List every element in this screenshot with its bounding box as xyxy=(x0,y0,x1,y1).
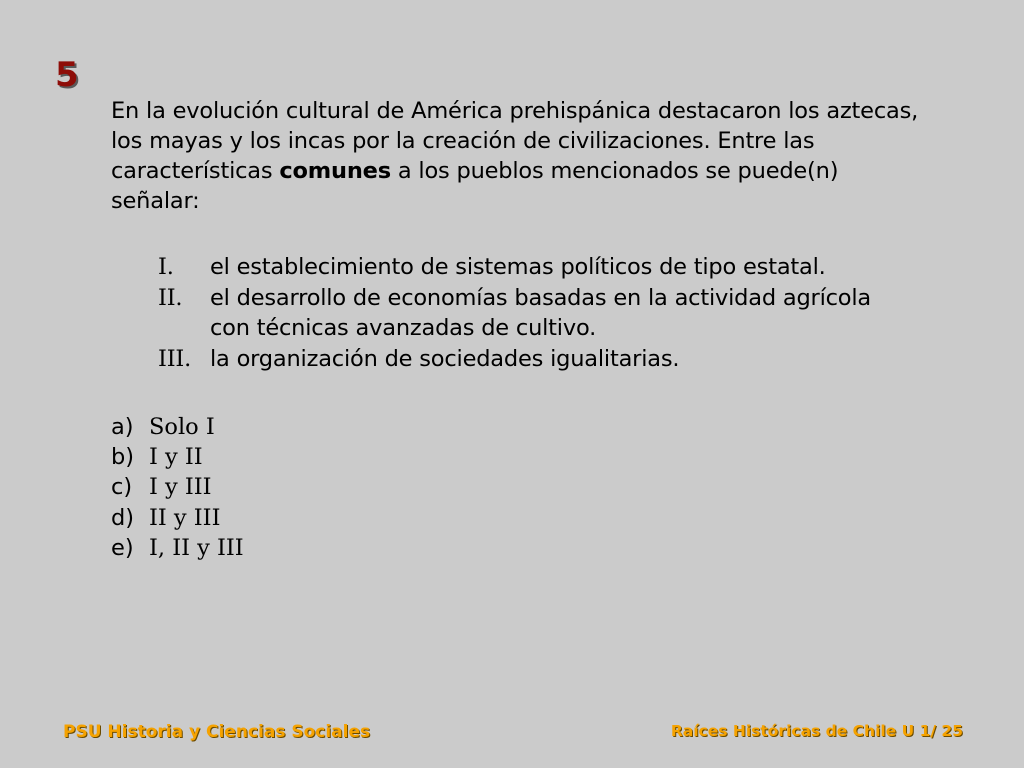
stem-line: los mayas y los incas por la creación de civilizaciones. Entre las xyxy=(111,128,815,154)
statement-list xyxy=(158,252,871,374)
answer-options xyxy=(111,412,244,563)
option-letter: c) xyxy=(111,474,133,501)
statement-item xyxy=(158,283,871,344)
stem-line3-pre: características xyxy=(111,158,280,184)
statement-numeral: III. xyxy=(158,345,192,372)
statement-item xyxy=(158,252,871,283)
question-stem xyxy=(111,96,951,216)
answer-option-e[interactable] xyxy=(111,533,244,563)
statement-text: la organización de sociedades igualitarias. xyxy=(210,345,680,372)
statement-numeral: I. xyxy=(158,254,174,280)
option-text: I y II xyxy=(149,444,203,471)
option-text: Solo I xyxy=(149,414,215,440)
stem-line: En la evolución cultural de América prehispánica destacaron los aztecas, xyxy=(111,98,919,124)
option-letter: e) xyxy=(111,534,134,561)
answer-option-a[interactable] xyxy=(111,412,244,442)
statement-text-continued: con técnicas avanzadas de cultivo. xyxy=(210,315,597,341)
stem-line3-post: a los pueblos mencionados se puede(n) xyxy=(390,158,839,184)
stem-line xyxy=(111,156,951,186)
answer-option-c[interactable] xyxy=(111,472,244,502)
answer-option-b[interactable] xyxy=(111,442,244,472)
answer-option-d[interactable] xyxy=(111,503,244,533)
option-letter: d) xyxy=(111,504,135,531)
statement-numeral: II. xyxy=(158,284,183,311)
footer-subject: PSU Historia y Ciencias Sociales xyxy=(63,722,371,742)
statement-text: el establecimiento de sistemas políticos de tipo estatal. xyxy=(210,254,826,280)
option-text: I y III xyxy=(149,474,212,501)
emphasis-word: comunes xyxy=(279,158,391,184)
option-text: I, II y III xyxy=(149,534,244,561)
stem-line: señalar: xyxy=(111,188,200,214)
statement-item xyxy=(158,344,871,375)
option-letter: b) xyxy=(111,444,135,471)
question-number: 5 xyxy=(55,55,79,95)
statement-text: el desarrollo de economías basadas en la actividad agrícola xyxy=(210,284,872,311)
option-letter: a) xyxy=(111,414,134,440)
footer-unit-page: Raíces Históricas de Chile U 1/ 25 xyxy=(670,722,963,740)
option-text: II y III xyxy=(149,504,221,531)
